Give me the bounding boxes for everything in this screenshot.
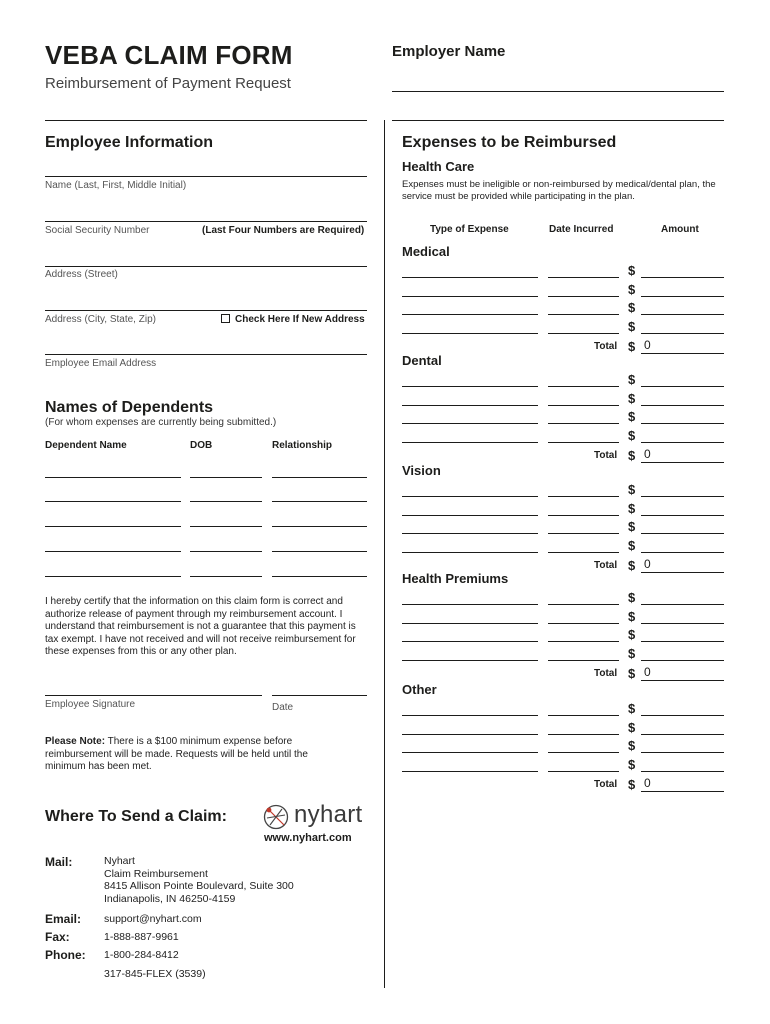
vision-total-dollar-sign: $ [628,558,636,573]
expense-type-field[interactable] [402,734,538,735]
vision-total-field[interactable] [641,572,724,573]
expense-amount-field[interactable] [641,405,724,406]
dependent-dob-field[interactable] [190,501,262,502]
expense-date-field[interactable] [548,314,619,315]
signature-label: Employee Signature [45,699,136,710]
expense-type-field[interactable] [402,752,538,753]
dollar-sign: $ [628,519,636,534]
column-divider [384,120,385,988]
expense-date-field[interactable] [548,734,619,735]
dollar-sign: $ [628,701,636,716]
dollar-sign: $ [628,263,636,278]
expenses-heading: Expenses to be Reimbursed [402,134,617,151]
dependent-relationship-field[interactable] [272,576,367,577]
mail-line: Claim Reimbursement [104,867,208,880]
minimum-note-label: Please Note: [45,736,106,747]
medical-total-label: Total [594,341,618,352]
dental-total-value[interactable]: 0 [644,447,651,461]
dollar-sign: $ [628,281,636,297]
type-of-expense-header: Type of Expense [430,224,509,235]
ssn-field[interactable] [45,221,367,222]
street-label: Address (Street) [45,269,118,280]
other-total-field[interactable] [641,791,724,792]
expense-date-field[interactable] [548,277,619,278]
dollar-sign: $ [628,719,636,735]
dental-total-label: Total [594,450,618,461]
health-care-heading: Health Care [402,159,475,174]
new-address-checkbox[interactable] [221,314,230,323]
expense-type-field[interactable] [402,277,538,278]
dollar-sign: $ [628,608,636,624]
dollar-sign: $ [628,645,636,661]
expense-type-field[interactable] [402,405,538,406]
form-subtitle: Reimbursement of Payment Request [45,75,291,92]
expense-amount-field[interactable] [641,277,724,278]
expense-date-field[interactable] [548,515,619,516]
expense-amount-field[interactable] [641,386,724,387]
medical-total-value[interactable]: 0 [644,338,651,352]
health-premiums-total-value[interactable]: 0 [644,665,651,679]
expense-type-field[interactable] [402,533,538,534]
medical-total-field[interactable] [641,353,724,354]
dependent-name-field[interactable] [45,576,181,577]
dollar-sign: $ [628,590,636,605]
minimum-note-text: There is a $100 minimum expense before reimbursement will be made. Requests will be held until the minimum has been met. [45,736,308,772]
other-total-value[interactable]: 0 [644,776,651,790]
expense-type-field[interactable] [402,641,538,642]
signature-field[interactable] [45,695,262,696]
dental-total-field[interactable] [641,462,724,463]
dollar-sign: $ [628,482,636,497]
expense-date-field[interactable] [548,442,619,443]
dependent-dob-field[interactable] [190,551,262,552]
expense-type-field[interactable] [402,442,538,443]
ssn-note: (Last Four Numbers are Required) [202,225,365,236]
expense-type-field[interactable] [402,771,538,772]
ssn-label: Social Security Number [45,225,150,236]
expense-amount-field[interactable] [641,533,724,534]
expense-amount-field[interactable] [641,715,724,716]
vision-heading: Vision [402,463,441,478]
fax-value: 1-888-887-9961 [104,931,179,943]
expense-date-field[interactable] [548,496,619,497]
dependent-relationship-field[interactable] [272,477,367,478]
expense-amount-field[interactable] [641,423,724,424]
dependent-dob-header: DOB [190,440,213,451]
send-claim-heading: Where To Send a Claim: [45,808,227,825]
dependent-name-field[interactable] [45,501,181,502]
health-premiums-heading: Health Premiums [402,571,509,586]
expense-amount-field[interactable] [641,604,724,605]
expense-date-field[interactable] [548,641,619,642]
dollar-sign: $ [628,390,636,406]
form-title: VEBA CLAIM FORM [45,40,293,70]
health-premiums-total-label: Total [594,668,618,679]
vision-total-label: Total [594,560,618,571]
expense-date-field[interactable] [548,623,619,624]
nyhart-website[interactable]: www.nyhart.com [264,832,352,844]
mail-line: 8415 Allison Pointe Boulevard, Suite 300 [104,880,294,892]
dollar-sign: $ [628,627,636,642]
expense-date-field[interactable] [548,604,619,605]
employee-info-heading: Employee Information [45,134,214,151]
dependent-name-field[interactable] [45,551,181,552]
expenses-note: Expenses must be ineligible or non-reimbursed by medical/dental plan, the service must be provided while participating in the plan. [402,179,716,202]
expense-type-field[interactable] [402,496,538,497]
expense-date-field[interactable] [548,771,619,772]
dollar-sign: $ [628,738,636,753]
street-field[interactable] [45,266,367,267]
expense-type-field[interactable] [402,423,538,424]
minimum-note [45,736,325,774]
dollar-sign: $ [628,756,636,772]
dependent-dob-field[interactable] [190,477,262,478]
dental-heading: Dental [402,353,442,368]
city-field[interactable] [45,310,367,311]
expense-amount-field[interactable] [641,496,724,497]
date-field[interactable] [272,695,367,696]
expense-type-field[interactable] [402,552,538,553]
dependents-note: (For whom expenses are currently being submitted.) [45,417,277,428]
expense-amount-field[interactable] [641,552,724,553]
expense-type-field[interactable] [402,623,538,624]
top-rule-right [392,120,724,121]
expense-date-field[interactable] [548,533,619,534]
dependent-name-field[interactable] [45,477,181,478]
expense-type-field[interactable] [402,660,538,661]
expense-amount-field[interactable] [641,660,724,661]
expense-amount-field[interactable] [641,333,724,334]
phone-value-2: 317-845-FLEX (3539) [104,968,206,980]
expense-date-field[interactable] [548,752,619,753]
expense-type-field[interactable] [402,604,538,605]
other-heading: Other [402,682,437,697]
dependent-relationship-field[interactable] [272,551,367,552]
certification-text: I hereby certify that the information on this claim form is correct and authorize release of payment through my reimbursement account. I understand that reimbursement is not a guarantee that this payment is tax exempt. I have not received and will not receive reimbursement for these expenses from this or any other plan. [45,596,356,657]
dependent-relationship-header: Relationship [272,440,333,451]
mail-line: Indianapolis, IN 46250-4159 [104,892,236,905]
dollar-sign: $ [628,537,636,553]
expense-amount-field[interactable] [641,442,724,443]
top-rule-left [45,120,367,121]
expense-type-field[interactable] [402,314,538,315]
medical-heading: Medical [402,244,450,259]
dependent-relationship-field[interactable] [272,501,367,502]
dollar-sign: $ [628,427,636,443]
expense-date-field[interactable] [548,386,619,387]
name-label: Name (Last, First, Middle Initial) [45,180,187,191]
expense-amount-field[interactable] [641,296,724,297]
other-total-label: Total [594,779,618,790]
medical-total-dollar-sign: $ [628,339,636,354]
expense-amount-field[interactable] [641,515,724,516]
health-premiums-total-dollar-sign: $ [628,666,636,681]
dependent-relationship-field[interactable] [272,526,367,527]
dependent-dob-field[interactable] [190,526,262,527]
expense-date-field[interactable] [548,715,619,716]
expense-date-field[interactable] [548,405,619,406]
expense-date-field[interactable] [548,552,619,553]
expense-type-field[interactable] [402,386,538,387]
expense-amount-field[interactable] [641,314,724,315]
expense-type-field[interactable] [402,515,538,516]
dollar-sign: $ [628,500,636,516]
expense-type-field[interactable] [402,333,538,334]
expense-date-field[interactable] [548,660,619,661]
dental-total-dollar-sign: $ [628,448,636,463]
nyhart-logo-icon [263,804,289,830]
expense-amount-field[interactable] [641,623,724,624]
amount-header: Amount [661,224,699,235]
mail-address [104,855,294,905]
email-contact-label: Email: [45,912,82,926]
expense-amount-field[interactable] [641,771,724,772]
mail-line: Nyhart [104,855,135,867]
expense-date-field[interactable] [548,423,619,424]
employer-name-label: Employer Name [392,43,506,60]
dollar-sign: $ [628,372,636,387]
email-contact-value[interactable]: support@nyhart.com [104,913,202,925]
dependent-name-header: Dependent Name [45,440,127,451]
employer-name-line[interactable] [392,91,724,92]
date-incurred-header: Date Incurred [549,224,614,235]
dependent-name-field[interactable] [45,526,181,527]
expense-type-field[interactable] [402,715,538,716]
vision-total-value[interactable]: 0 [644,557,651,571]
dependent-dob-field[interactable] [190,576,262,577]
city-label: Address (City, State, Zip) [45,314,156,325]
health-premiums-total-field[interactable] [641,680,724,681]
mail-label: Mail: [45,855,73,869]
other-total-dollar-sign: $ [628,777,636,792]
nyhart-logo-text: nyhart [294,801,363,828]
name-field[interactable] [45,176,367,177]
dollar-sign: $ [628,300,636,315]
new-address-option[interactable] [221,314,365,325]
dollar-sign: $ [628,409,636,424]
fax-label: Fax: [45,930,70,944]
expense-type-field[interactable] [402,296,538,297]
expense-amount-field[interactable] [641,734,724,735]
phone-value: 1-800-284-8412 [104,949,179,961]
email-label: Employee Email Address [45,358,157,369]
new-address-label: Check Here If New Address [235,314,365,325]
dollar-sign: $ [628,318,636,334]
date-label: Date [272,702,294,713]
expense-date-field[interactable] [548,333,619,334]
phone-label: Phone: [45,948,86,962]
expense-amount-field[interactable] [641,641,724,642]
expense-date-field[interactable] [548,296,619,297]
email-field[interactable] [45,354,367,355]
expense-amount-field[interactable] [641,752,724,753]
dependents-heading: Names of Dependents [45,399,214,416]
